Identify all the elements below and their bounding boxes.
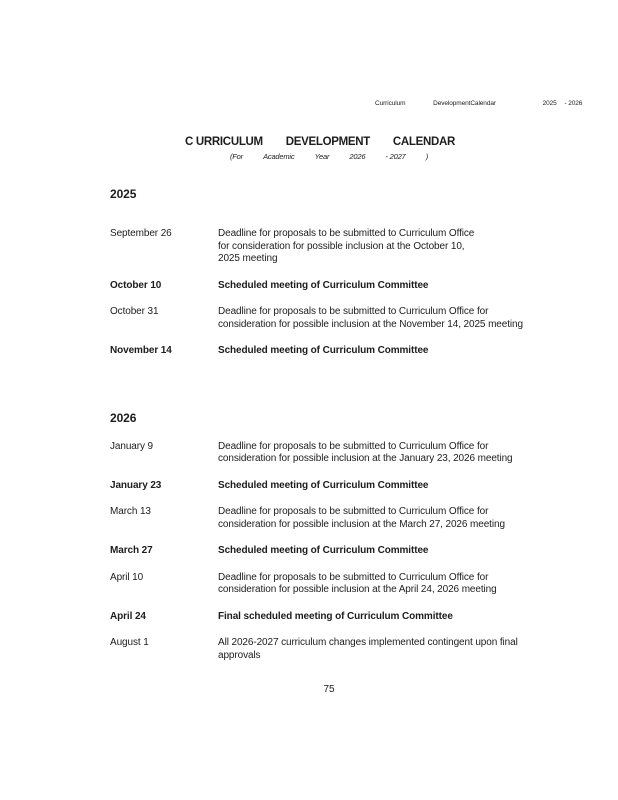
row-date: September 26 <box>110 228 172 239</box>
row-description-line: Final scheduled meeting of Curriculum Committee <box>218 610 453 622</box>
row-description-line: All 2026-2027 curriculum changes implemented contingent upon final <box>218 637 518 648</box>
page-subtitle-word-1: (For <box>230 152 243 161</box>
row-description <box>218 306 558 331</box>
page-title-word-2: DEVELOPMENT <box>285 136 370 148</box>
row-description-line: Scheduled meeting of Curriculum Committee <box>218 545 429 556</box>
calendar-row <box>110 306 558 331</box>
row-description <box>218 480 558 493</box>
calendar-sections <box>110 188 558 676</box>
calendar-row <box>110 506 558 531</box>
page-subtitle-word-4: 2026 <box>349 152 366 161</box>
row-description-line: approvals <box>218 649 261 661</box>
page-title <box>185 136 455 149</box>
row-description <box>218 441 558 466</box>
row-description-line: consideration for possible inclusion at the November 14, 2025 meeting <box>218 318 523 330</box>
calendar-row <box>110 345 558 358</box>
row-description <box>218 228 558 266</box>
row-date: November 14 <box>110 345 172 356</box>
row-description <box>218 280 558 293</box>
page-subtitle-word-3: Year <box>314 152 330 161</box>
row-description <box>218 345 558 358</box>
row-date: January 9 <box>110 440 154 452</box>
row-description-line: consideration for possible inclusion at the March 27, 2026 meeting <box>218 518 505 530</box>
row-description-line: Scheduled meeting of Curriculum Committee <box>218 279 429 291</box>
row-description-line: Deadline for proposals to be submitted to Curriculum Office for <box>218 440 489 452</box>
row-date: April 24 <box>110 610 146 622</box>
page-subtitle-word-6: ) <box>425 152 428 161</box>
row-description <box>218 611 558 624</box>
running-header-year-start: 2025 <box>542 100 557 107</box>
row-description-line: for consideration for possible inclusion at the October 10, <box>218 240 465 252</box>
row-description-line: consideration for possible inclusion at the January 23, 2026 meeting <box>218 453 513 464</box>
calendar-section-2025 <box>110 188 558 358</box>
row-date: January 23 <box>110 479 162 491</box>
running-header-title-1: Curriculum <box>375 100 406 107</box>
running-header <box>375 100 582 108</box>
calendar-row <box>110 441 558 466</box>
page-number: 75 <box>323 684 335 695</box>
calendar-row <box>110 572 558 597</box>
section-year-heading: 2026 <box>110 410 137 425</box>
row-description <box>218 572 558 597</box>
row-description-line: Deadline for proposals to be submitted to Curriculum Office for <box>218 571 489 583</box>
page-subtitle <box>230 152 428 162</box>
page-subtitle-word-5: - 2027 <box>385 152 406 161</box>
row-date: October 10 <box>110 279 162 291</box>
row-date: March 13 <box>110 506 151 517</box>
running-header-title-2: DevelopmentCalendar <box>433 100 496 107</box>
page-subtitle-word-2: Academic <box>263 152 295 161</box>
page-title-word-1: C URRICULUM <box>185 136 263 148</box>
row-description <box>218 545 558 558</box>
row-date: August 1 <box>110 637 149 648</box>
row-description-line: Deadline for proposals to be submitted to Curriculum Office for <box>218 506 489 517</box>
section-year-heading: 2025 <box>110 187 137 201</box>
row-description-line: Deadline for proposals to be submitted to Curriculum Office <box>218 228 475 239</box>
running-header-year-end: - 2026 <box>564 100 583 107</box>
row-description-line: Scheduled meeting of Curriculum Committee <box>218 345 429 356</box>
row-description-line: Deadline for proposals to be submitted to Curriculum Office for <box>218 306 489 317</box>
calendar-row <box>110 611 558 624</box>
calendar-row <box>110 480 558 493</box>
calendar-row <box>110 637 558 662</box>
calendar-row <box>110 545 558 558</box>
row-description <box>218 506 558 531</box>
row-date: April 10 <box>110 571 144 583</box>
row-description-line: consideration for possible inclusion at the April 24, 2026 meeting <box>218 584 497 595</box>
calendar-row <box>110 280 558 293</box>
row-description-line: 2025 meeting <box>218 253 278 264</box>
row-date: March 27 <box>110 545 153 556</box>
calendar-row <box>110 228 558 266</box>
page-title-word-3: CALENDAR <box>392 136 455 148</box>
row-description-line: Scheduled meeting of Curriculum Committee <box>218 479 429 491</box>
row-description <box>218 637 558 662</box>
calendar-section-2026 <box>110 412 558 663</box>
row-date: October 31 <box>110 306 159 317</box>
